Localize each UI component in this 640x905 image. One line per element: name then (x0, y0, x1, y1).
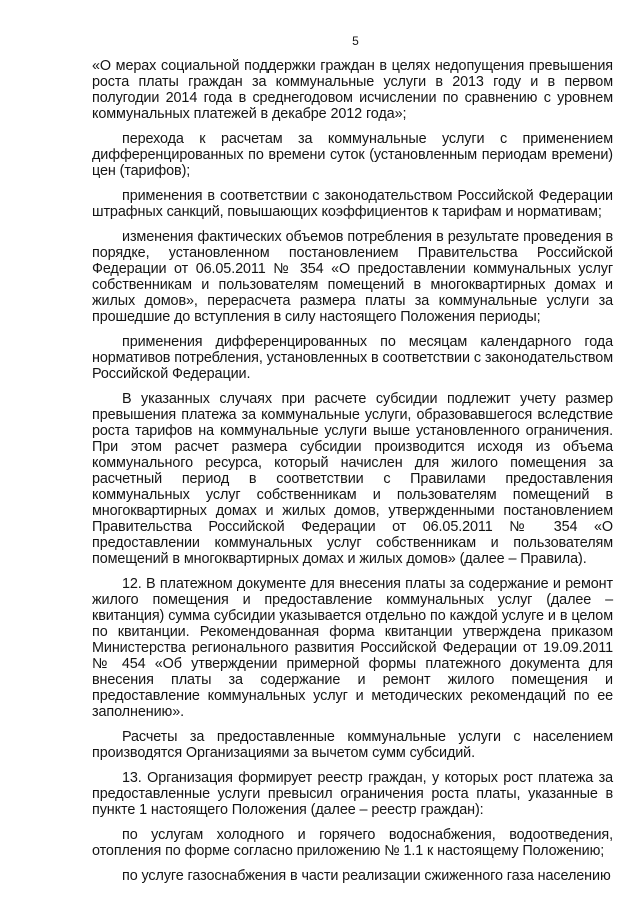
page-number: 5 (352, 34, 359, 48)
paragraph-item-13: 13. Организация формирует реестр граждан, у которых рост платежа за предоставленные услуги превысил ограничения роста платы, указанные в пункте 1 настоящего Положения (далее – реестр граждан): (92, 770, 613, 818)
paragraph-resolution-title: «О мерах социальной поддержки граждан в целях недопущения превышения роста платы граждан за коммунальные услуги в 2013 году и в первом полугодии 2014 года в среднегодовом исчислении по сравнению с уровнем коммунальных платежей в декабре 2012 года»; (92, 58, 613, 122)
paragraph-settlements: Расчеты за предоставленные коммунальные услуги с населением производятся Организациями за вычетом сумм субсидий. (92, 729, 613, 761)
paragraph-penalties: применения в соответствии с законодательством Российской Федерации штрафных санкций, повышающих коэффициентов к тарифам и нормативам; (92, 188, 613, 220)
paragraph-item-12: 12. В платежном документе для внесения платы за содержание и ремонт жилого помещения и предоставление коммунальных услуг (далее – квитанция) сумма субсидии указывается отдельно по каждой услуге и в целом по квитанции. Рекомендованная форма квитанции утверждена приказом Министерства регионального развития Российской Федерации от 19.09.2011 № 454 «Об утверждении примерной формы платежного документа для внесения платы за содержание и ремонт жилого помещения и предоставление коммунальных услуг и методических рекомендаций по ее заполнению». (92, 576, 613, 720)
paragraph-consumption-norms: применения дифференцированных по месяцам календарного года нормативов потребления, установленных в соответствии с законодательством Российской Федерации. (92, 334, 613, 382)
paragraph-water-services: по услугам холодного и горячего водоснабжения, водоотведения, отопления по форме согласно приложению № 1.1 к настоящему Положению; (92, 827, 613, 859)
paragraph-subsidy-calculation: В указанных случаях при расчете субсидии подлежит учету размер превышения платежа за коммунальные услуги, образовавшегося вследствие роста тарифов на коммунальные услуги выше установленного ограничения. При этом расчет размера субсидии производится исходя из объема коммунального ресурса, который начислен для жилого помещения за расчетный период в соответствии с Правилами предоставления коммунальных услуг собственникам и пользователям помещений в многоквартирных домах и жилых домов, утвержденными постановлением Правительства Российской Федерации от 06.05.2011 № 354 «О предоставлении коммунальных услуг собственникам и пользователям помещений в многоквартирных домах и жилых домов» (далее – Правила). (92, 391, 613, 567)
paragraph-gas-services: по услуге газоснабжения в части реализации сжиженного газа населению (122, 868, 611, 884)
paragraph-differentiated-tariffs: перехода к расчетам за коммунальные услуги с применением дифференцированных по времени суток (установленным периодам времени) цен (тарифов); (92, 131, 613, 179)
paragraph-consumption-changes: изменения фактических объемов потребления в результате проведения в порядке, установленном постановлением Правительства Российской Федерации от 06.05.2011 № 354 «О предоставлении коммунальных услуг собственникам и пользователям помещений в многоквартирных домах и жилых домов», перерасчета размера платы за коммунальные услуги за прошедшие до вступления в силу настоящего Положения периоды; (92, 229, 613, 325)
